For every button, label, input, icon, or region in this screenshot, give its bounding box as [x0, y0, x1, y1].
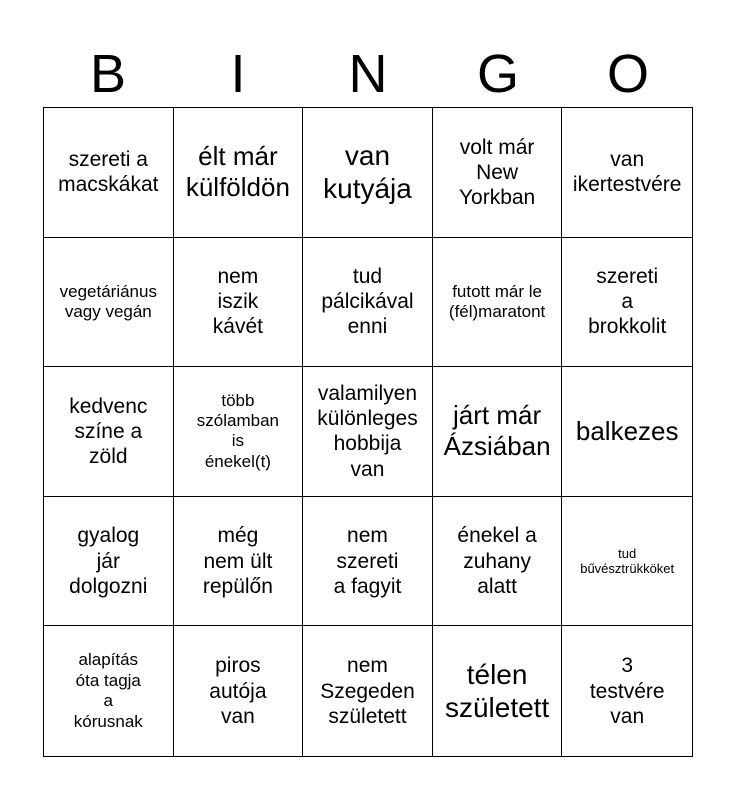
bingo-cell[interactable]: több szólamban is énekel(t)	[174, 367, 304, 497]
bingo-cell[interactable]: járt már Ázsiában	[433, 367, 563, 497]
bingo-cell[interactable]: van ikertestvére	[562, 108, 692, 238]
bingo-cell[interactable]: balkezes	[562, 367, 692, 497]
bingo-cell[interactable]: van kutyája	[303, 108, 433, 238]
bingo-cell[interactable]: énekel a zuhany alatt	[433, 497, 563, 627]
header-letter-b: B	[89, 44, 127, 104]
header-letter-i: I	[230, 44, 246, 104]
bingo-cell[interactable]: tud bűvésztrükköket	[562, 497, 692, 627]
bingo-cell[interactable]: piros autója van	[174, 626, 304, 756]
bingo-cell[interactable]: gyalog jár dolgozni	[44, 497, 174, 627]
bingo-cell[interactable]: szereti a brokkolit	[562, 238, 692, 368]
bingo-cell[interactable]: vegetáriánus vagy vegán	[44, 238, 174, 368]
bingo-cell[interactable]: valamilyen különleges hobbija van	[303, 367, 433, 497]
bingo-cell[interactable]: alapítás óta tagja a kórusnak	[44, 626, 174, 756]
bingo-board	[43, 107, 693, 757]
bingo-cell[interactable]: futott már le (fél)maratont	[433, 238, 563, 368]
bingo-cell[interactable]: nem Szegeden született	[303, 626, 433, 756]
bingo-header	[43, 40, 693, 108]
bingo-cell[interactable]: kedvenc színe a zöld	[44, 367, 174, 497]
header-letter-g: G	[476, 44, 519, 104]
bingo-cell[interactable]: szereti a macskákat	[44, 108, 174, 238]
bingo-cell[interactable]: nem iszik kávét	[174, 238, 304, 368]
header-letter-n: N	[348, 44, 388, 104]
bingo-cell[interactable]: élt már külföldön	[174, 108, 304, 238]
bingo-cell[interactable]: nem szereti a fagyit	[303, 497, 433, 627]
bingo-cell[interactable]: volt már New Yorkban	[433, 108, 563, 238]
header-letter-o: O	[606, 44, 649, 104]
bingo-cell[interactable]: 3 testvére van	[589, 654, 665, 728]
bingo-cell[interactable]: még nem ült repülőn	[174, 497, 304, 627]
bingo-cell[interactable]: tud pálcikával enni	[303, 238, 433, 368]
bingo-cell[interactable]: télen született	[433, 626, 563, 756]
